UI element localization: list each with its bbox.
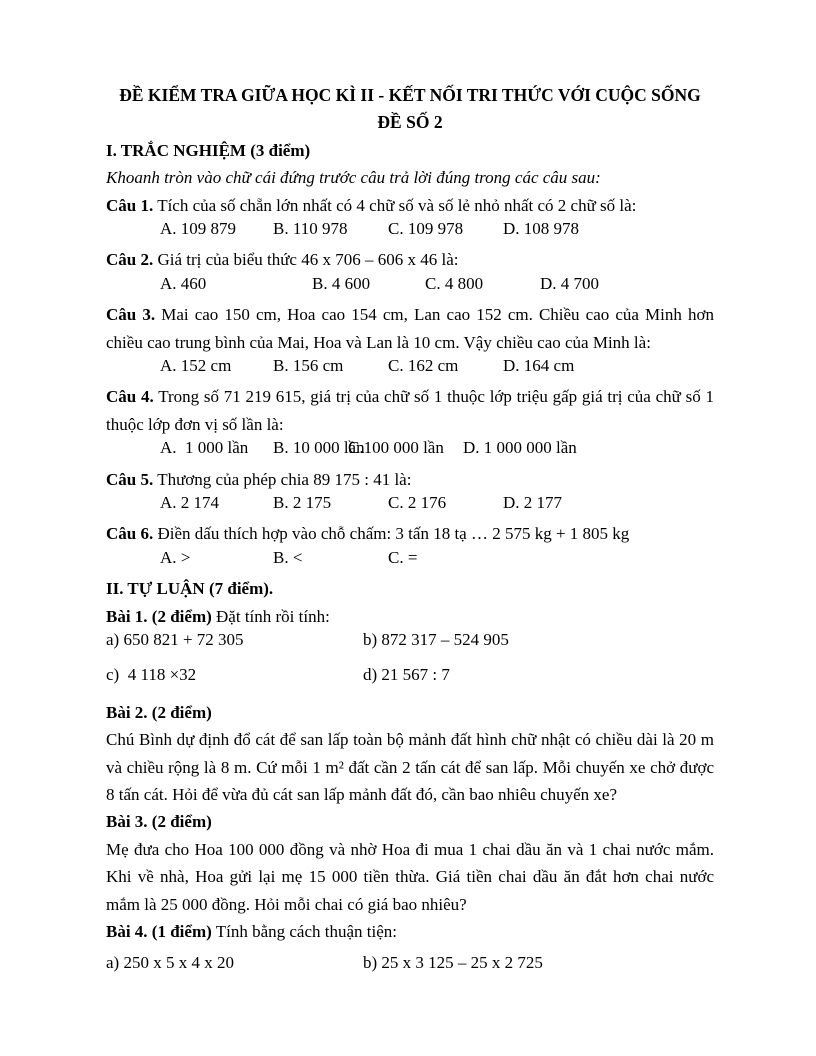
option-b: B. < [273, 547, 303, 567]
question-4 [106, 383, 714, 438]
problem-4-intro: Tính bằng cách thuận tiện: [215, 922, 398, 942]
option-a: A. > [160, 547, 191, 567]
problem-4-label: Bài 4. (1 điểm) [106, 922, 212, 942]
question-3-label: Câu 3. [106, 305, 156, 325]
question-6 [106, 520, 714, 547]
question-4-text: Trong số 71 219 615, giá trị của chữ số 1 thuộc lớp triệu gấp giá trị của chữ số 1 thuộc lớp đơn vị số lần là: [106, 387, 714, 434]
question-6-label: Câu 6. [106, 524, 154, 544]
question-5-label: Câu 5. [106, 469, 154, 489]
problem-1 [106, 603, 714, 630]
option-d: D. 108 978 [503, 219, 580, 239]
option-d: D. 164 cm [503, 356, 575, 376]
problem-1-label: Bài 1. (2 điểm) [106, 606, 212, 626]
exam-content [106, 82, 714, 981]
question-4-label: Câu 4. [106, 387, 154, 407]
option-a: A. 152 cm [160, 356, 232, 376]
option-d: D. 2 177 [503, 493, 563, 513]
option-a: A. 460 [160, 273, 207, 293]
question-4-options [106, 438, 714, 465]
option-c: C. = [388, 547, 418, 567]
question-1-label: Câu 1. [106, 195, 154, 215]
section1-instruction: Khoanh tròn vào chữ cái đứng trước câu trả lời đúng trong các câu sau: [106, 168, 601, 188]
section1-heading: I. TRẮC NGHIỆM (3 điểm) [106, 140, 311, 160]
option-b: B. 2 175 [273, 493, 332, 513]
problem-1-row-cd [106, 665, 714, 692]
question-1-text: Tích của số chẵn lớn nhất có 4 chữ số và số lẻ nhỏ nhất có 2 chữ số là: [157, 195, 637, 215]
option-d: D. 4 700 [540, 273, 600, 293]
question-5-options [106, 493, 714, 520]
question-5 [106, 466, 714, 493]
expression-b: b) 25 x 3 125 – 25 x 2 725 [363, 953, 543, 973]
option-c: C. 109 978 [388, 219, 464, 239]
option-a: A. 2 174 [160, 493, 220, 513]
option-b: B. 110 978 [273, 219, 348, 239]
option-b: B. 4 600 [312, 273, 371, 293]
problem-4-row-ab [106, 953, 714, 980]
problem-2-label: Bài 2. (2 điểm) [106, 702, 212, 722]
problem-3-body: Mẹ đưa cho Hoa 100 000 đồng và nhờ Hoa đi mua 1 chai dầu ăn và 1 chai nước mắm. Khi về nhà, Hoa gửi lại mẹ 15 000 tiền thừa. Giá tiền chai dầu ăn đắt hơn chai nước mắm là 25 000 đồng. Hỏi mỗi chai có giá bao nhiêu? [106, 839, 714, 914]
question-6-text: Điền dấu thích hợp vào chỗ chấm: 3 tấn 18 tạ … 2 575 kg + 1 805 kg [157, 524, 630, 544]
question-5-text: Thương của phép chia 89 175 : 41 là: [157, 469, 412, 489]
option-c: C. 4 800 [425, 273, 484, 293]
problem-1-row-ab [106, 630, 714, 657]
question-2-label: Câu 2. [106, 250, 154, 270]
expression-a: a) 650 821 + 72 305 [106, 630, 244, 650]
question-3-options [106, 356, 714, 383]
question-3-text: Mai cao 150 cm, Hoa cao 154 cm, Lan cao 152 cm. Chiều cao của Minh hơn chiều cao trung bình của Mai, Hoa và Lan là 10 cm. Vậy chiều cao của Minh là: [106, 305, 714, 352]
question-6-options [106, 548, 714, 575]
expression-a: a) 250 x 5 x 4 x 20 [106, 953, 234, 973]
question-3 [106, 301, 714, 356]
option-a: A. 1 000 lần [160, 438, 249, 458]
option-b: B. 156 cm [273, 356, 344, 376]
problem-1-intro: Đặt tính rồi tính: [216, 606, 330, 626]
option-d: D. 1 000 000 lần [463, 438, 577, 458]
expression-c: c) 4 118 ×32 [106, 665, 197, 685]
question-1-options [106, 219, 714, 246]
expression-d: d) 21 567 : 7 [363, 665, 450, 685]
section2-heading: II. TỰ LUẬN (7 điểm). [106, 579, 274, 599]
option-c: C. 2 176 [388, 493, 447, 513]
problem-2-body: Chú Bình dự định đổ cát để san lấp toàn bộ mảnh đất hình chữ nhật có chiều dài là 20 m và chiều rộng là 8 m. Cứ mỗi 1 m² đất cần 2 tấn cát để san lấp. Mỗi chuyến xe chở được 8 tấn cát. Hỏi để vừa đủ cát san lấp mảnh đất đó, cần bao nhiêu chuyến xe? [106, 730, 714, 805]
exam-title: ĐỀ KIỂM TRA GIỮA HỌC KÌ II - KẾT NỐI TRI THỨC VỚI CUỘC SỐNG [119, 85, 701, 105]
exam-subtitle: ĐỀ SỐ 2 [377, 112, 443, 133]
expression-b: b) 872 317 – 524 905 [363, 630, 509, 650]
question-2-text: Giá trị của biểu thức 46 x 706 – 606 x 46 là: [157, 250, 459, 270]
option-c: C.100 000 lần [348, 438, 444, 458]
problem-4 [106, 918, 714, 945]
option-a: A. 109 879 [160, 219, 237, 239]
option-b: B. 10 000 lần [273, 438, 365, 458]
problem-3-label: Bài 3. (2 điểm) [106, 812, 212, 832]
question-2 [106, 246, 714, 273]
option-c: C. 162 cm [388, 356, 459, 376]
question-1 [106, 192, 714, 219]
question-2-options [106, 274, 714, 301]
